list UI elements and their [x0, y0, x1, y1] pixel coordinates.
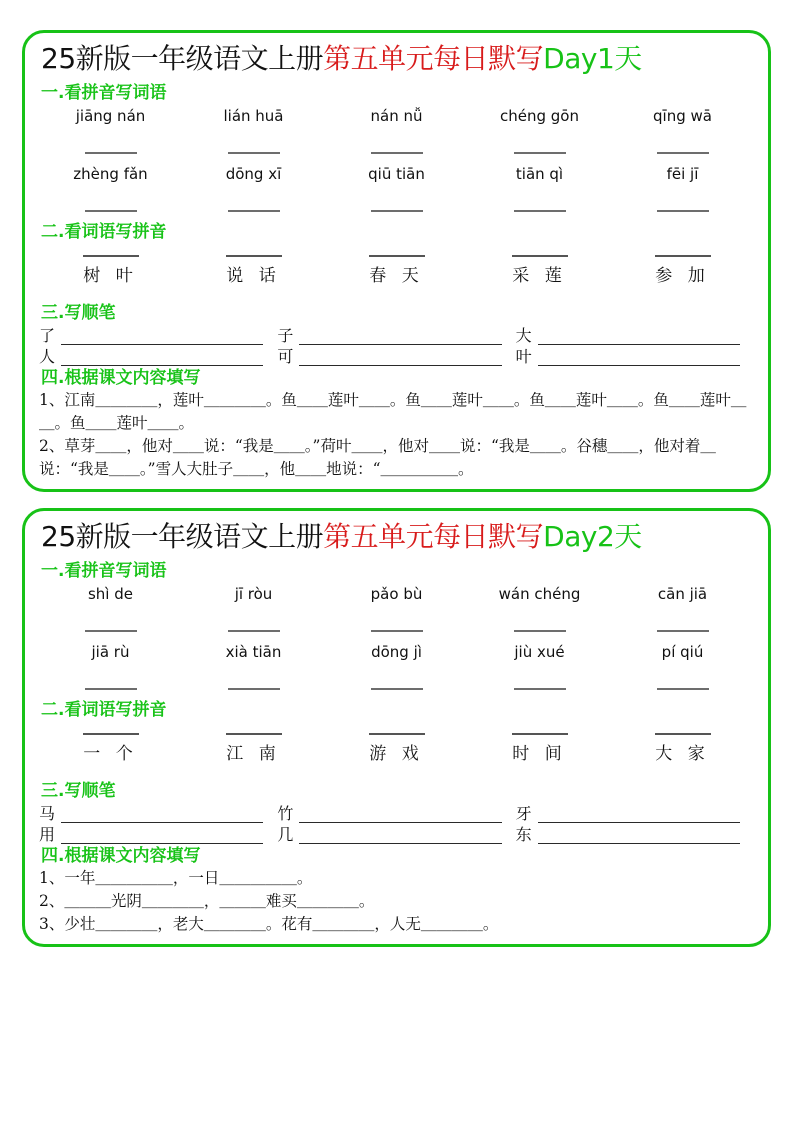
- answer-blank[interactable]: [61, 806, 263, 823]
- pinyin-cell: [325, 642, 468, 698]
- word-text: 春 天: [369, 266, 424, 286]
- pinyin-text: lián huā: [223, 107, 284, 125]
- stroke-cell: [277, 805, 515, 823]
- answer-blank[interactable]: [512, 733, 568, 735]
- pinyin-text: jiù xué: [514, 643, 565, 661]
- stroke-char: 东: [515, 825, 532, 844]
- pinyin-text: fēi jī: [666, 165, 699, 183]
- answer-blank[interactable]: [538, 806, 740, 823]
- section-heading-pinyin-to-word: 一.看拼音写词语: [41, 83, 167, 103]
- stroke-cell: [516, 826, 754, 844]
- pinyin-cell: [39, 106, 182, 162]
- pinyin-text: cān jiā: [657, 585, 708, 603]
- word-cell: [611, 733, 754, 779]
- answer-blank[interactable]: [371, 210, 423, 212]
- pinyin-cell: [182, 642, 325, 698]
- stroke-char: 竹: [277, 804, 294, 823]
- pinyin-text: pǎo bù: [370, 585, 423, 603]
- answer-blank[interactable]: [514, 152, 566, 154]
- pinyin-cell: [611, 642, 754, 698]
- word-cell: [325, 255, 468, 301]
- stroke-char: 大: [515, 326, 532, 345]
- answer-blank[interactable]: [371, 152, 423, 154]
- pinyin-cell: [39, 584, 182, 640]
- pinyin-text: zhèng fǎn: [73, 165, 148, 183]
- pinyin-text: nán nǚ: [370, 107, 423, 125]
- pinyin-text: dōng jì: [371, 643, 422, 661]
- answer-blank[interactable]: [83, 733, 139, 735]
- stroke-char: 子: [277, 326, 294, 345]
- word-text: 江 南: [226, 744, 281, 764]
- pinyin-cell: [468, 642, 611, 698]
- answer-blank[interactable]: [226, 255, 282, 257]
- answer-blank[interactable]: [514, 210, 566, 212]
- fill-in-item[interactable]: 1、江南＿＿＿＿，莲叶＿＿＿＿。鱼＿＿莲叶＿＿。鱼＿＿莲叶＿＿。鱼＿＿莲叶＿＿。鱼＿＿莲叶＿＿。鱼＿＿莲叶＿＿。: [39, 391, 747, 432]
- answer-blank[interactable]: [655, 733, 711, 735]
- stroke-cell: [277, 327, 515, 345]
- stroke-cell: [39, 327, 277, 345]
- word-text: 参 加: [655, 266, 710, 286]
- pinyin-text: tiān qì: [515, 165, 564, 183]
- word-text: 树 叶: [83, 266, 138, 286]
- stroke-char: 叶: [515, 347, 532, 366]
- pinyin-row: [39, 106, 754, 162]
- pinyin-text: jī ròu: [234, 585, 273, 603]
- answer-blank[interactable]: [85, 630, 137, 632]
- answer-blank[interactable]: [85, 688, 137, 690]
- answer-blank[interactable]: [514, 688, 566, 690]
- pinyin-cell: [39, 642, 182, 698]
- stroke-char: 人: [39, 347, 56, 366]
- pinyin-text: qiū tiān: [368, 165, 425, 183]
- answer-blank[interactable]: [228, 630, 280, 632]
- answer-blank[interactable]: [228, 688, 280, 690]
- pinyin-cell: [182, 106, 325, 162]
- word-cell: [325, 733, 468, 779]
- answer-blank[interactable]: [538, 827, 740, 844]
- word-cell: [611, 255, 754, 301]
- stroke-char: 牙: [515, 804, 532, 823]
- stroke-row: [39, 805, 754, 823]
- word-text: 一 个: [83, 744, 138, 764]
- answer-blank[interactable]: [299, 827, 501, 844]
- word-cell: [182, 255, 325, 301]
- worksheet-day1: [22, 30, 771, 492]
- answer-blank[interactable]: [514, 630, 566, 632]
- pinyin-text: dōng xī: [225, 165, 282, 183]
- answer-blank[interactable]: [512, 255, 568, 257]
- pinyin-text: wán chéng: [498, 585, 581, 603]
- pinyin-cell: [611, 164, 754, 220]
- pinyin-cell: [468, 164, 611, 220]
- answer-blank[interactable]: [655, 255, 711, 257]
- worksheet-title-day1: [39, 37, 754, 81]
- pinyin-cell: [182, 164, 325, 220]
- title-part-black: 25新版一年级语文上册: [41, 42, 324, 75]
- title-part-red: 第五单元每日默写: [323, 42, 544, 75]
- answer-blank[interactable]: [61, 328, 263, 345]
- pinyin-cell: [39, 164, 182, 220]
- answer-blank[interactable]: [85, 210, 137, 212]
- answer-blank[interactable]: [538, 328, 740, 345]
- fill-in-item[interactable]: 2、＿＿＿光阴＿＿＿＿，＿＿＿难买＿＿＿＿。: [39, 892, 375, 910]
- answer-blank[interactable]: [657, 630, 709, 632]
- section-heading-word-to-pinyin: 二.看词语写拼音: [41, 222, 167, 242]
- word-text: 游 戏: [369, 744, 424, 764]
- title-part-green: Day1天: [543, 42, 642, 75]
- answer-blank[interactable]: [299, 806, 501, 823]
- worksheet-day2: [22, 508, 771, 947]
- stroke-char: 几: [277, 825, 294, 844]
- word-cell: [468, 733, 611, 779]
- answer-blank[interactable]: [61, 349, 263, 366]
- stroke-cell: [39, 826, 277, 844]
- stroke-char: 马: [39, 804, 56, 823]
- title-part-black: 25新版一年级语文上册: [41, 520, 324, 553]
- stroke-cell: [277, 826, 515, 844]
- answer-blank[interactable]: [657, 210, 709, 212]
- title-part-red: 第五单元每日默写: [323, 520, 544, 553]
- pinyin-cell: [182, 584, 325, 640]
- word-row: [39, 733, 754, 779]
- section-heading-stroke-order: 三.写顺笔: [41, 303, 116, 323]
- pinyin-cell: [325, 584, 468, 640]
- answer-blank[interactable]: [85, 152, 137, 154]
- word-row: [39, 255, 754, 301]
- title-part-green: Day2天: [543, 520, 642, 553]
- answer-blank[interactable]: [299, 349, 501, 366]
- pinyin-cell: [468, 584, 611, 640]
- fill-in-item[interactable]: 3、少壮＿＿＿＿，老大＿＿＿＿。花有＿＿＿＿，人无＿＿＿＿。: [39, 915, 499, 933]
- word-text: 采 莲: [512, 266, 567, 286]
- answer-blank[interactable]: [83, 255, 139, 257]
- pinyin-text: xià tiān: [225, 643, 282, 661]
- section-heading-pinyin-to-word: 一.看拼音写词语: [41, 561, 167, 581]
- answer-blank[interactable]: [657, 688, 709, 690]
- answer-blank[interactable]: [371, 688, 423, 690]
- stroke-cell: [516, 805, 754, 823]
- word-text: 大 家: [655, 744, 710, 764]
- pinyin-text: jiāng nán: [75, 107, 146, 125]
- answer-blank[interactable]: [299, 328, 501, 345]
- word-cell: [182, 733, 325, 779]
- answer-blank[interactable]: [226, 733, 282, 735]
- answer-blank[interactable]: [538, 349, 740, 366]
- pinyin-row: [39, 584, 754, 640]
- fill-in-item[interactable]: 1、一年＿＿＿＿＿，一日＿＿＿＿＿。: [39, 869, 313, 887]
- pinyin-text: shì de: [87, 585, 133, 603]
- fill-in-item[interactable]: 2、草芽＿＿，他对＿＿说：“我是＿＿。”荷叶＿＿，他对＿＿说：“我是＿＿。谷穗＿＿，他对着＿说：“我是＿＿。”雪人大肚子＿＿，他＿＿地说：“＿＿＿＿＿。: [39, 437, 716, 478]
- stroke-row: [39, 826, 754, 844]
- answer-blank[interactable]: [228, 210, 280, 212]
- stroke-char: 用: [39, 825, 56, 844]
- answer-blank[interactable]: [657, 152, 709, 154]
- pinyin-text: jiā rù: [91, 643, 130, 661]
- stroke-cell: [516, 348, 754, 366]
- pinyin-cell: [611, 584, 754, 640]
- word-text: 说 话: [226, 266, 281, 286]
- answer-blank[interactable]: [369, 733, 425, 735]
- worksheet-title-day2: [39, 515, 754, 559]
- section-heading-fill-from-text: 四.根据课文内容填写: [41, 368, 201, 388]
- stroke-cell: [39, 805, 277, 823]
- pinyin-text: qīng wā: [653, 107, 712, 125]
- pinyin-row: [39, 164, 754, 220]
- pinyin-cell: [611, 106, 754, 162]
- stroke-cell: [516, 327, 754, 345]
- stroke-cell: [277, 348, 515, 366]
- pinyin-row: [39, 642, 754, 698]
- stroke-char: 了: [39, 326, 56, 345]
- word-cell: [39, 255, 182, 301]
- word-text: 时 间: [512, 744, 567, 764]
- pinyin-cell: [325, 164, 468, 220]
- pinyin-cell: [468, 106, 611, 162]
- answer-blank[interactable]: [228, 152, 280, 154]
- section-heading-fill-from-text: 四.根据课文内容填写: [41, 846, 201, 866]
- section-heading-word-to-pinyin: 二.看词语写拼音: [41, 700, 167, 720]
- pinyin-text: pí qiú: [661, 643, 704, 661]
- section-heading-stroke-order: 三.写顺笔: [41, 781, 116, 801]
- stroke-char: 可: [277, 347, 294, 366]
- stroke-row: [39, 327, 754, 345]
- answer-blank[interactable]: [369, 255, 425, 257]
- stroke-cell: [39, 348, 277, 366]
- word-cell: [468, 255, 611, 301]
- stroke-row: [39, 348, 754, 366]
- answer-blank[interactable]: [371, 630, 423, 632]
- pinyin-cell: [325, 106, 468, 162]
- pinyin-text: chéng gōn: [500, 107, 579, 125]
- word-cell: [39, 733, 182, 779]
- answer-blank[interactable]: [61, 827, 263, 844]
